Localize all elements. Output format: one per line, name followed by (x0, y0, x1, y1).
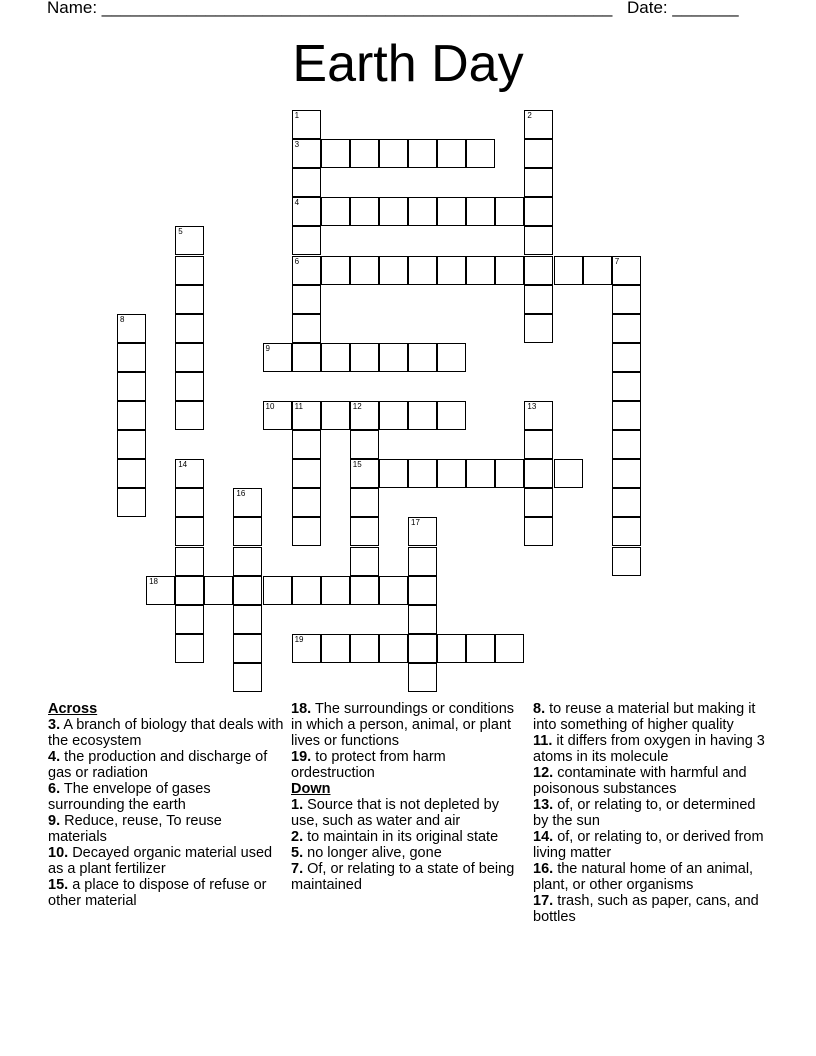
grid-cell[interactable] (408, 663, 437, 692)
grid-cell[interactable] (437, 401, 466, 430)
grid-cell[interactable] (612, 285, 641, 314)
page-title: Earth Day (292, 35, 524, 93)
grid-cell[interactable] (379, 343, 408, 372)
grid-cell[interactable] (321, 634, 350, 663)
clue-down-1: 1. Source that is not depleted by use, such as water and air (291, 797, 499, 829)
clue-across-10: 10. Decayed organic material used as a plant fertilizer (48, 845, 273, 877)
grid-cell[interactable] (292, 139, 321, 168)
grid-cell[interactable] (437, 459, 466, 488)
grid-cell[interactable] (292, 576, 321, 605)
grid-cell[interactable] (379, 576, 408, 605)
grid-cell[interactable] (321, 256, 350, 285)
down-heading: Down (291, 781, 331, 797)
grid-cell[interactable] (524, 401, 553, 430)
clue-number: 14 (178, 460, 188, 470)
grid-cell[interactable] (117, 488, 146, 517)
grid-cell[interactable] (292, 401, 321, 430)
grid-cell[interactable] (466, 459, 495, 488)
grid-cell[interactable] (466, 256, 495, 285)
grid-cell[interactable] (554, 256, 583, 285)
grid-cell[interactable] (233, 488, 262, 517)
grid-cell[interactable] (350, 634, 379, 663)
grid-cell[interactable] (524, 488, 553, 517)
grid-cell[interactable] (554, 459, 583, 488)
grid-cell[interactable] (292, 256, 321, 285)
grid-cell[interactable] (612, 314, 641, 343)
grid-cell[interactable] (495, 197, 524, 226)
date-field-label: Date: _______ (627, 0, 739, 17)
grid-cell[interactable] (233, 576, 262, 605)
clue-down-11: 11. it differs from oxygen in having 3 atoms in its molecule (533, 733, 765, 765)
grid-cell[interactable] (408, 197, 437, 226)
grid-cell[interactable] (175, 343, 204, 372)
grid-cell[interactable] (524, 517, 553, 546)
clue-down-16: 16. the natural home of an animal, plant, or other organisms (533, 861, 754, 893)
clue-down-7: 7. Of, or relating to a state of being maintained (291, 861, 515, 893)
grid-cell[interactable] (524, 285, 553, 314)
grid-cell[interactable] (292, 459, 321, 488)
grid-cell[interactable] (175, 401, 204, 430)
grid-cell[interactable] (437, 634, 466, 663)
grid-cell[interactable] (524, 430, 553, 459)
grid-cell[interactable] (379, 634, 408, 663)
grid-cell[interactable] (524, 226, 553, 255)
clue-down-8: 8. to reuse a material but making it into something of higher quality (533, 701, 756, 733)
grid-cell[interactable] (612, 372, 641, 401)
clue-number: 19 (294, 634, 304, 644)
grid-cell[interactable] (437, 197, 466, 226)
clue-number: 2 (527, 111, 532, 120)
grid-cell[interactable] (612, 430, 641, 459)
grid-cell[interactable] (495, 459, 524, 488)
grid-cell[interactable] (292, 343, 321, 372)
name-field-label: Name: ______________________________________________________ (47, 0, 613, 17)
grid-cell[interactable] (292, 634, 321, 663)
clue-down-2: 2. to maintain in its original state (291, 829, 499, 845)
grid-cell[interactable] (292, 517, 321, 546)
clue-across-6: 6. The envelope of gases surrounding the earth (48, 781, 211, 813)
grid-cell[interactable] (612, 343, 641, 372)
clue-column-1 (48, 701, 284, 909)
grid-cell[interactable] (175, 547, 204, 576)
grid-cell[interactable] (321, 139, 350, 168)
clue-number: 12 (352, 402, 362, 411)
grid-cell[interactable] (263, 343, 292, 372)
grid-cell[interactable] (350, 576, 379, 605)
grid-cell[interactable] (524, 110, 553, 139)
grid-cell[interactable] (292, 110, 321, 139)
clue-number: 18 (149, 576, 158, 586)
grid-cell[interactable] (408, 634, 437, 663)
grid-cell[interactable] (292, 168, 321, 197)
grid-cell[interactable] (175, 605, 204, 634)
grid-cell[interactable] (408, 343, 437, 372)
grid-cell[interactable] (408, 576, 437, 605)
grid-cell[interactable] (175, 634, 204, 663)
grid-cell[interactable] (350, 343, 379, 372)
grid-cell[interactable] (175, 459, 204, 488)
grid-cell[interactable] (233, 547, 262, 576)
grid-cell[interactable] (495, 634, 524, 663)
grid-cell[interactable] (408, 256, 437, 285)
grid-cell[interactable] (321, 401, 350, 430)
grid-cell[interactable] (292, 488, 321, 517)
grid-cell[interactable] (612, 488, 641, 517)
clue-number: 13 (527, 402, 537, 411)
grid-cell[interactable] (175, 256, 204, 285)
grid-cell[interactable] (524, 256, 553, 285)
grid-cell[interactable] (612, 459, 641, 488)
clue-column-2 (291, 701, 527, 893)
grid-cell[interactable] (233, 634, 262, 663)
clue-down-17: 17. trash, such as paper, cans, and bottles (533, 893, 759, 925)
clue-number: 4 (294, 198, 300, 208)
clue-down-14: 14. of, or relating to, or derived from living matter (533, 829, 764, 861)
grid-cell[interactable] (612, 401, 641, 430)
grid-cell[interactable] (175, 576, 204, 605)
clue-number: 17 (411, 518, 420, 528)
grid-cell[interactable] (117, 314, 146, 343)
grid-cell[interactable] (408, 139, 437, 168)
grid-cell[interactable] (350, 517, 379, 546)
grid-cell[interactable] (204, 576, 233, 605)
grid-cell[interactable] (233, 663, 262, 692)
grid-cell[interactable] (117, 343, 146, 372)
clue-down-5: 5. no longer alive, gone (291, 845, 442, 861)
grid-cell[interactable] (408, 605, 437, 634)
grid-cell[interactable] (466, 139, 495, 168)
grid-cell[interactable] (612, 517, 641, 546)
grid-cell[interactable] (292, 226, 321, 255)
clue-down-12: 12. contaminate with harmful and poisonous substances (533, 765, 747, 797)
clue-number: 16 (236, 489, 246, 499)
grid-cell[interactable] (175, 488, 204, 517)
grid-cell[interactable] (612, 256, 641, 285)
grid-cell[interactable] (524, 139, 553, 168)
clue-number: 7 (614, 256, 620, 266)
grid-cell[interactable] (524, 314, 553, 343)
clue-number: 15 (352, 460, 362, 470)
clue-across-9: 9. Reduce, reuse, To reuse materials (48, 813, 222, 845)
clue-number: 6 (294, 256, 300, 266)
grid-cell[interactable] (612, 547, 641, 576)
grid-cell[interactable] (583, 256, 612, 285)
grid-cell[interactable] (408, 401, 437, 430)
grid-cell[interactable] (524, 168, 553, 197)
grid-cell[interactable] (350, 459, 379, 488)
grid-cell[interactable] (350, 401, 379, 430)
grid-cell[interactable] (321, 576, 350, 605)
grid-cell[interactable] (350, 430, 379, 459)
grid-cell[interactable] (175, 314, 204, 343)
grid-cell[interactable] (350, 547, 379, 576)
grid-cell[interactable] (466, 634, 495, 663)
grid-cell[interactable] (117, 401, 146, 430)
grid-cell[interactable] (146, 576, 175, 605)
grid-cell[interactable] (233, 605, 262, 634)
grid-cell[interactable] (175, 226, 204, 255)
grid-cell[interactable] (437, 343, 466, 372)
grid-cell[interactable] (292, 314, 321, 343)
grid-cell[interactable] (408, 547, 437, 576)
grid-cell[interactable] (350, 488, 379, 517)
grid-cell[interactable] (379, 401, 408, 430)
clue-across-3: 3. A branch of biology that deals with the ecosystem (48, 717, 284, 749)
clue-down-13: 13. of, or relating to, or determined by the sun (533, 797, 756, 829)
grid-cell[interactable] (263, 401, 292, 430)
grid-cell[interactable] (263, 576, 292, 605)
grid-cell[interactable] (117, 459, 146, 488)
clue-number: 9 (265, 343, 270, 353)
clue-across-19: 19. to protect from harm ordestruction (291, 749, 446, 781)
grid-cell[interactable] (379, 139, 408, 168)
grid-cell[interactable] (175, 372, 204, 401)
clue-across-15: 15. a place to dispose of refuse or other material (48, 877, 267, 909)
clue-across-4: 4. the production and discharge of gas or radiation (48, 749, 268, 781)
clue-number: 11 (294, 402, 303, 411)
across-heading: Across (48, 701, 98, 717)
grid-cell[interactable] (379, 256, 408, 285)
grid-cell[interactable] (524, 197, 553, 226)
grid-cell[interactable] (233, 517, 262, 546)
grid-cell[interactable] (408, 517, 437, 546)
clue-number: 8 (120, 314, 125, 324)
grid-cell[interactable] (321, 343, 350, 372)
grid-cell[interactable] (379, 459, 408, 488)
grid-cell[interactable] (175, 285, 204, 314)
grid-cell[interactable] (466, 197, 495, 226)
grid-cell[interactable] (117, 430, 146, 459)
grid-cell[interactable] (292, 285, 321, 314)
grid-cell[interactable] (350, 139, 379, 168)
grid-cell[interactable] (350, 197, 379, 226)
clue-column-3 (533, 701, 769, 925)
grid-cell[interactable] (292, 197, 321, 226)
clue-number: 1 (294, 111, 300, 120)
grid-cell[interactable] (379, 197, 408, 226)
grid-cell[interactable] (350, 256, 379, 285)
grid-cell[interactable] (117, 372, 146, 401)
clue-across-18: 18. The surroundings or conditions in which a person, animal, or plant lives or functions (291, 701, 515, 749)
clue-number: 5 (178, 227, 183, 237)
grid-cell[interactable] (495, 256, 524, 285)
grid-cell[interactable] (292, 430, 321, 459)
grid-cell[interactable] (408, 459, 437, 488)
grid-cell[interactable] (437, 256, 466, 285)
grid-cell[interactable] (175, 517, 204, 546)
clue-number: 3 (294, 140, 300, 150)
grid-cell[interactable] (321, 197, 350, 226)
grid-cell[interactable] (524, 459, 553, 488)
grid-cell[interactable] (437, 139, 466, 168)
clue-number: 10 (265, 402, 275, 411)
